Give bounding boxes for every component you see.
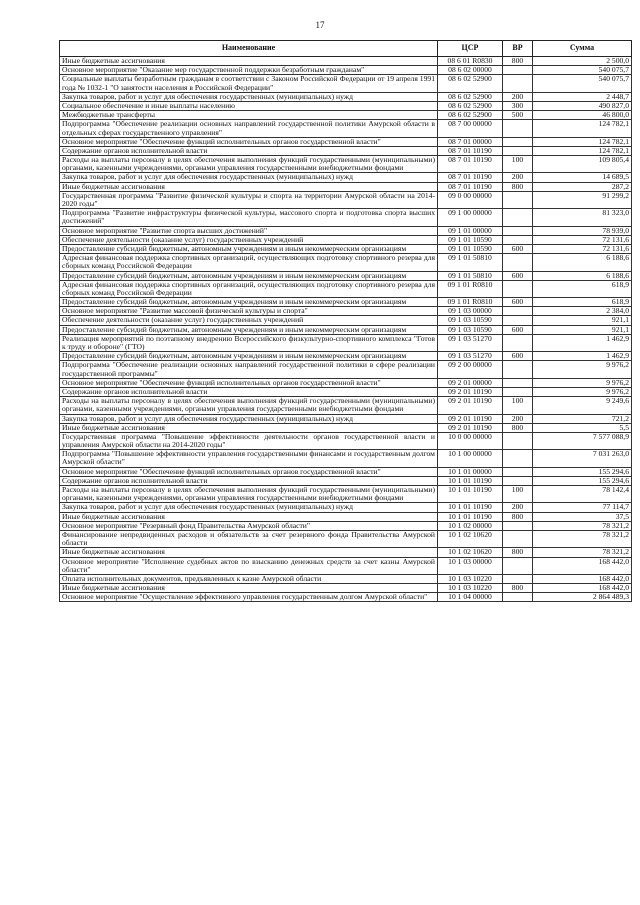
budget-table bbox=[59, 40, 632, 602]
cell-csr: 08 6 02 00000 bbox=[438, 66, 503, 75]
cell-csr: 09 1 01 50810 bbox=[438, 271, 503, 280]
cell-sum: 78 321,2 bbox=[533, 548, 632, 557]
cell-csr: 08 7 01 10190 bbox=[438, 182, 503, 191]
cell-name: Финансирование непредвиденных расходов и обязательств за счет резервного фонда Правительства Амурской области bbox=[60, 530, 438, 547]
cell-csr: 10 1 02 10620 bbox=[438, 530, 503, 547]
table-row bbox=[60, 101, 632, 110]
cell-name: Предоставление субсидий бюджетным, автономным учреждениям и иным некоммерческим организациям bbox=[60, 244, 438, 253]
table-row bbox=[60, 574, 632, 583]
cell-sum: 6 188,6 bbox=[533, 254, 632, 271]
table-row bbox=[60, 334, 632, 351]
cell-name: Закупка товаров, работ и услуг для обеспечения государственных (муниципальных) нужд bbox=[60, 173, 438, 182]
cell-name: Иные бюджетные ассигнования bbox=[60, 57, 438, 66]
header-csr: ЦСР bbox=[438, 41, 503, 57]
cell-name: Основное мероприятие "Резервный фонд Правительства Амурской области" bbox=[60, 521, 438, 530]
cell-sum: 155 294,6 bbox=[533, 476, 632, 485]
cell-csr: 09 0 00 00000 bbox=[438, 191, 503, 208]
header-vr: ВР bbox=[503, 41, 533, 57]
cell-sum: 78 939,0 bbox=[533, 226, 632, 235]
cell-sum: 9 249,6 bbox=[533, 397, 632, 414]
cell-sum: 72 131,6 bbox=[533, 244, 632, 253]
cell-csr: 09 1 01 10590 bbox=[438, 235, 503, 244]
cell-vr: 200 bbox=[503, 503, 533, 512]
cell-csr: 09 1 01 00000 bbox=[438, 226, 503, 235]
cell-vr bbox=[503, 334, 533, 351]
cell-csr: 10 1 03 10220 bbox=[438, 574, 503, 583]
cell-vr bbox=[503, 530, 533, 547]
cell-name: Закупка товаров, работ и услуг для обеспечения государственных (муниципальных) нужд bbox=[60, 503, 438, 512]
table-row bbox=[60, 423, 632, 432]
cell-csr: 10 1 02 00000 bbox=[438, 521, 503, 530]
cell-vr bbox=[503, 120, 533, 137]
cell-name: Обеспечение деятельности (оказание услуг) государственных учреждений bbox=[60, 316, 438, 325]
table-row bbox=[60, 467, 632, 476]
cell-sum: 81 323,0 bbox=[533, 209, 632, 226]
cell-sum: 109 805,4 bbox=[533, 156, 632, 173]
table-row bbox=[60, 352, 632, 361]
table-row bbox=[60, 226, 632, 235]
cell-name: Основное мероприятие "Исполнение судебных актов по взысканию денежных средств за счет казны Амурской области" bbox=[60, 557, 438, 574]
table-row bbox=[60, 235, 632, 244]
cell-sum: 618,9 bbox=[533, 298, 632, 307]
cell-vr: 200 bbox=[503, 173, 533, 182]
table-row bbox=[60, 548, 632, 557]
cell-csr: 10 1 01 10190 bbox=[438, 476, 503, 485]
table-row bbox=[60, 593, 632, 602]
cell-name: Основное мероприятие "Обеспечение функций исполнительных органов государственной власти" bbox=[60, 378, 438, 387]
cell-sum: 168 442,0 bbox=[533, 557, 632, 574]
cell-name: Оплата исполнительных документов, предъявленных к казне Амурской области bbox=[60, 574, 438, 583]
cell-name: Предоставление субсидий бюджетным, автономным учреждениям и иным некоммерческим организациям bbox=[60, 298, 438, 307]
cell-csr: 09 1 03 10590 bbox=[438, 325, 503, 334]
table-row bbox=[60, 298, 632, 307]
table-row bbox=[60, 325, 632, 334]
cell-sum: 540 075,7 bbox=[533, 66, 632, 75]
cell-csr: 10 1 01 10190 bbox=[438, 512, 503, 521]
cell-name: Иные бюджетные ассигнования bbox=[60, 584, 438, 593]
cell-sum: 124 782,1 bbox=[533, 120, 632, 137]
cell-sum: 287,2 bbox=[533, 182, 632, 191]
cell-csr: 09 2 01 10190 bbox=[438, 423, 503, 432]
table-row bbox=[60, 307, 632, 316]
cell-csr: 09 2 01 10190 bbox=[438, 397, 503, 414]
cell-csr: 09 1 03 00000 bbox=[438, 307, 503, 316]
table-row bbox=[60, 254, 632, 271]
cell-csr: 08 7 00 00000 bbox=[438, 120, 503, 137]
cell-name: Закупка товаров, работ и услуг для обеспечения государственных (муниципальных) нужд bbox=[60, 414, 438, 423]
cell-vr: 200 bbox=[503, 92, 533, 101]
cell-sum: 155 294,6 bbox=[533, 467, 632, 476]
cell-sum: 921,1 bbox=[533, 325, 632, 334]
cell-sum: 124 782,1 bbox=[533, 137, 632, 146]
table-row bbox=[60, 397, 632, 414]
cell-sum: 1 462,9 bbox=[533, 352, 632, 361]
cell-vr bbox=[503, 361, 533, 378]
cell-csr: 10 1 03 00000 bbox=[438, 557, 503, 574]
cell-name: Иные бюджетные ассигнования bbox=[60, 548, 438, 557]
cell-vr bbox=[503, 280, 533, 297]
cell-vr: 300 bbox=[503, 101, 533, 110]
cell-sum: 721,2 bbox=[533, 414, 632, 423]
cell-sum: 618,9 bbox=[533, 280, 632, 297]
cell-name: Основное мероприятие "Осуществление эффективного управления государственным долгом Амурской области" bbox=[60, 593, 438, 602]
table-row bbox=[60, 432, 632, 449]
cell-vr: 600 bbox=[503, 244, 533, 253]
table-row bbox=[60, 476, 632, 485]
cell-vr bbox=[503, 593, 533, 602]
table-header-row bbox=[60, 41, 632, 57]
header-name: Наименование bbox=[60, 41, 438, 57]
header-sum: Сумма bbox=[533, 41, 632, 57]
cell-sum: 168 442,0 bbox=[533, 574, 632, 583]
table-row bbox=[60, 557, 632, 574]
cell-name: Содержание органов исполнительной власти bbox=[60, 387, 438, 396]
table-row bbox=[60, 530, 632, 547]
cell-csr: 10 1 01 10190 bbox=[438, 503, 503, 512]
cell-sum: 2 384,0 bbox=[533, 307, 632, 316]
cell-csr: 10 1 01 00000 bbox=[438, 467, 503, 476]
table-row bbox=[60, 111, 632, 120]
cell-csr: 10 1 02 10620 bbox=[438, 548, 503, 557]
cell-name: Основное мероприятие "Развитие спорта высших достижений" bbox=[60, 226, 438, 235]
cell-csr: 08 7 01 10190 bbox=[438, 173, 503, 182]
cell-name: Подпрограмма "Развитие инфраструктуры физической культуры, массового спорта и подготовка спорта высших достижений" bbox=[60, 209, 438, 226]
table-row bbox=[60, 387, 632, 396]
cell-csr: 09 1 01 R0810 bbox=[438, 298, 503, 307]
cell-vr: 800 bbox=[503, 512, 533, 521]
cell-sum: 540 075,7 bbox=[533, 75, 632, 92]
cell-vr: 800 bbox=[503, 182, 533, 191]
table-row bbox=[60, 182, 632, 191]
cell-name: Подпрограмма "Повышение эффективности управления государственными финансами и государственным долгом Амурской области" bbox=[60, 450, 438, 467]
cell-csr: 10 1 00 00000 bbox=[438, 450, 503, 467]
cell-name: Основное мероприятие "Обеспечение функций исполнительных органов государственной власти" bbox=[60, 137, 438, 146]
cell-csr: 09 1 00 00000 bbox=[438, 209, 503, 226]
cell-vr: 800 bbox=[503, 584, 533, 593]
cell-vr bbox=[503, 235, 533, 244]
table-row bbox=[60, 57, 632, 66]
cell-csr: 09 2 00 00000 bbox=[438, 361, 503, 378]
cell-csr: 08 6 02 52900 bbox=[438, 92, 503, 101]
cell-csr: 09 2 01 10190 bbox=[438, 387, 503, 396]
cell-vr bbox=[503, 574, 533, 583]
cell-sum: 9 976,2 bbox=[533, 378, 632, 387]
cell-name: Подпрограмма "Обеспечение реализации основных направлений государственной политики Амурской области в отдельных сферах государственного управления" bbox=[60, 120, 438, 137]
cell-csr: 08 6 02 52900 bbox=[438, 101, 503, 110]
table-row bbox=[60, 137, 632, 146]
cell-vr bbox=[503, 316, 533, 325]
cell-vr bbox=[503, 137, 533, 146]
table-row bbox=[60, 361, 632, 378]
cell-sum: 921,1 bbox=[533, 316, 632, 325]
cell-sum: 6 188,6 bbox=[533, 271, 632, 280]
cell-vr: 200 bbox=[503, 414, 533, 423]
table-row bbox=[60, 120, 632, 137]
cell-csr: 08 6 02 52900 bbox=[438, 75, 503, 92]
table-row bbox=[60, 512, 632, 521]
cell-csr: 08 7 01 10190 bbox=[438, 146, 503, 155]
cell-vr bbox=[503, 387, 533, 396]
cell-sum: 7 577 088,9 bbox=[533, 432, 632, 449]
page-number: 17 bbox=[315, 20, 325, 30]
cell-name: Иные бюджетные ассигнования bbox=[60, 182, 438, 191]
cell-vr bbox=[503, 467, 533, 476]
table-row bbox=[60, 191, 632, 208]
table-row bbox=[60, 450, 632, 467]
cell-vr: 100 bbox=[503, 486, 533, 503]
cell-vr bbox=[503, 191, 533, 208]
table-row bbox=[60, 316, 632, 325]
cell-name: Иные бюджетные ассигнования bbox=[60, 423, 438, 432]
table-row bbox=[60, 271, 632, 280]
cell-name: Государственная программа "Развитие физической культуры и спорта на территории Амурской области на 2014-2020 годы" bbox=[60, 191, 438, 208]
cell-vr bbox=[503, 521, 533, 530]
table-row bbox=[60, 584, 632, 593]
cell-sum: 78 142,4 bbox=[533, 486, 632, 503]
cell-name: Предоставление субсидий бюджетным, автономным учреждениям и иным некоммерческим организациям bbox=[60, 325, 438, 334]
cell-csr: 09 2 01 10190 bbox=[438, 414, 503, 423]
cell-vr bbox=[503, 146, 533, 155]
table-row bbox=[60, 156, 632, 173]
table-row bbox=[60, 414, 632, 423]
cell-csr: 09 1 01 50810 bbox=[438, 254, 503, 271]
cell-vr bbox=[503, 307, 533, 316]
cell-sum: 78 321,2 bbox=[533, 530, 632, 547]
cell-name: Содержание органов исполнительной власти bbox=[60, 476, 438, 485]
cell-sum: 7 031 263,0 bbox=[533, 450, 632, 467]
cell-vr: 800 bbox=[503, 548, 533, 557]
cell-sum: 2 864 489,3 bbox=[533, 593, 632, 602]
cell-name: Социальное обеспечение и иные выплаты населению bbox=[60, 101, 438, 110]
cell-vr: 600 bbox=[503, 325, 533, 334]
table-row bbox=[60, 146, 632, 155]
table-row bbox=[60, 503, 632, 512]
cell-csr: 10 1 03 10220 bbox=[438, 584, 503, 593]
cell-csr: 08 7 01 00000 bbox=[438, 137, 503, 146]
cell-csr: 09 1 01 R0810 bbox=[438, 280, 503, 297]
cell-vr bbox=[503, 226, 533, 235]
cell-name: Содержание органов исполнительной власти bbox=[60, 146, 438, 155]
cell-csr: 08 7 01 10190 bbox=[438, 156, 503, 173]
cell-csr: 09 1 03 10590 bbox=[438, 316, 503, 325]
cell-name: Адресная финансовая поддержка спортивных организаций, осуществляющих подготовку спортивного резерва для сборных команд Российской Федерации bbox=[60, 254, 438, 271]
table-row bbox=[60, 75, 632, 92]
cell-name: Государственная программа "Повышение эффективности деятельности органов государственной власти и управления Амурской области на 2014-2020 годы" bbox=[60, 432, 438, 449]
cell-sum: 46 800,0 bbox=[533, 111, 632, 120]
cell-sum: 14 689,5 bbox=[533, 173, 632, 182]
cell-sum: 2 448,7 bbox=[533, 92, 632, 101]
cell-name: Адресная финансовая поддержка спортивных организаций, осуществляющих подготовку спортивного резерва для сборных команд Российской Федерации bbox=[60, 280, 438, 297]
cell-name: Закупка товаров, работ и услуг для обеспечения государственных (муниципальных) нужд bbox=[60, 92, 438, 101]
cell-csr: 10 1 01 10190 bbox=[438, 486, 503, 503]
cell-sum: 72 131,6 bbox=[533, 235, 632, 244]
cell-vr: 600 bbox=[503, 271, 533, 280]
cell-name: Подпрограмма "Обеспечение реализации основных направлений государственной политики в сфере реализации государственной программы" bbox=[60, 361, 438, 378]
table-row bbox=[60, 486, 632, 503]
cell-vr bbox=[503, 476, 533, 485]
cell-name: Расходы на выплаты персоналу в целях обеспечения выполнения функций государственными (муниципальными) органами, казенными учреждениями, органами управления государственными внебюджетными фондами bbox=[60, 397, 438, 414]
table-row bbox=[60, 244, 632, 253]
table-row bbox=[60, 173, 632, 182]
cell-vr bbox=[503, 209, 533, 226]
table-row bbox=[60, 66, 632, 75]
cell-vr bbox=[503, 66, 533, 75]
table-row bbox=[60, 280, 632, 297]
cell-name: Иные бюджетные ассигнования bbox=[60, 512, 438, 521]
cell-sum: 91 299,2 bbox=[533, 191, 632, 208]
cell-vr: 500 bbox=[503, 111, 533, 120]
cell-name: Обеспечение деятельности (оказание услуг) государственных учреждений bbox=[60, 235, 438, 244]
cell-sum: 5,5 bbox=[533, 423, 632, 432]
cell-vr bbox=[503, 254, 533, 271]
cell-csr: 09 1 03 51270 bbox=[438, 334, 503, 351]
table-row bbox=[60, 378, 632, 387]
cell-csr: 09 1 03 51270 bbox=[438, 352, 503, 361]
cell-sum: 9 976,2 bbox=[533, 387, 632, 396]
cell-name: Социальные выплаты безработным гражданам в соответствии с Законом Российской Федерации от 19 апреля 1991 года № 1032-1 "О занятости населения в Российской Федерации" bbox=[60, 75, 438, 92]
cell-name: Основное мероприятие "Развитие массовой физической культуры и спорта" bbox=[60, 307, 438, 316]
cell-name: Реализация мероприятий по поэтапному внедрению Всероссийского физкультурно-спортивного комплекса "Готов к труду и обороне" (ГТО) bbox=[60, 334, 438, 351]
cell-sum: 1 462,9 bbox=[533, 334, 632, 351]
cell-csr: 10 0 00 00000 bbox=[438, 432, 503, 449]
cell-csr: 08 6 02 52900 bbox=[438, 111, 503, 120]
cell-vr: 600 bbox=[503, 298, 533, 307]
table-row bbox=[60, 209, 632, 226]
cell-name: Расходы на выплаты персоналу в целях обеспечения выполнения функций государственными (муниципальными) органами, казенными учреждениями, органами управления государственными внебюджетными фондами bbox=[60, 486, 438, 503]
cell-csr: 09 2 01 00000 bbox=[438, 378, 503, 387]
cell-vr: 800 bbox=[503, 423, 533, 432]
cell-sum: 77 114,7 bbox=[533, 503, 632, 512]
cell-sum: 124 782,1 bbox=[533, 146, 632, 155]
cell-sum: 490 827,0 bbox=[533, 101, 632, 110]
cell-csr: 10 1 04 00000 bbox=[438, 593, 503, 602]
cell-csr: 09 1 01 10590 bbox=[438, 244, 503, 253]
cell-name: Расходы на выплаты персоналу в целях обеспечения выполнения функций государственными (муниципальными) органами, казенными учреждениями, органами управления государственными внебюджетными фондами bbox=[60, 156, 438, 173]
cell-name: Предоставление субсидий бюджетным, автономным учреждениям и иным некоммерческим организациям bbox=[60, 271, 438, 280]
cell-name: Предоставление субсидий бюджетным, автономным учреждениям и иным некоммерческим организациям bbox=[60, 352, 438, 361]
cell-vr bbox=[503, 432, 533, 449]
cell-name: Межбюджетные трансферты bbox=[60, 111, 438, 120]
cell-sum: 2 500,0 bbox=[533, 57, 632, 66]
cell-vr bbox=[503, 450, 533, 467]
cell-vr: 100 bbox=[503, 397, 533, 414]
cell-vr: 800 bbox=[503, 57, 533, 66]
table-body bbox=[60, 57, 632, 602]
cell-sum: 37,5 bbox=[533, 512, 632, 521]
cell-vr bbox=[503, 378, 533, 387]
cell-sum: 78 321,2 bbox=[533, 521, 632, 530]
cell-sum: 9 976,2 bbox=[533, 361, 632, 378]
cell-vr bbox=[503, 557, 533, 574]
table-row bbox=[60, 521, 632, 530]
cell-vr: 600 bbox=[503, 352, 533, 361]
cell-sum: 168 442,0 bbox=[533, 584, 632, 593]
cell-vr bbox=[503, 75, 533, 92]
cell-name: Основное мероприятие "Обеспечение функций исполнительных органов государственной власти" bbox=[60, 467, 438, 476]
cell-csr: 08 6 01 R0830 bbox=[438, 57, 503, 66]
cell-vr: 100 bbox=[503, 156, 533, 173]
table-row bbox=[60, 92, 632, 101]
cell-name: Основное мероприятие "Оказание мер государственной поддержки безработным гражданам" bbox=[60, 66, 438, 75]
